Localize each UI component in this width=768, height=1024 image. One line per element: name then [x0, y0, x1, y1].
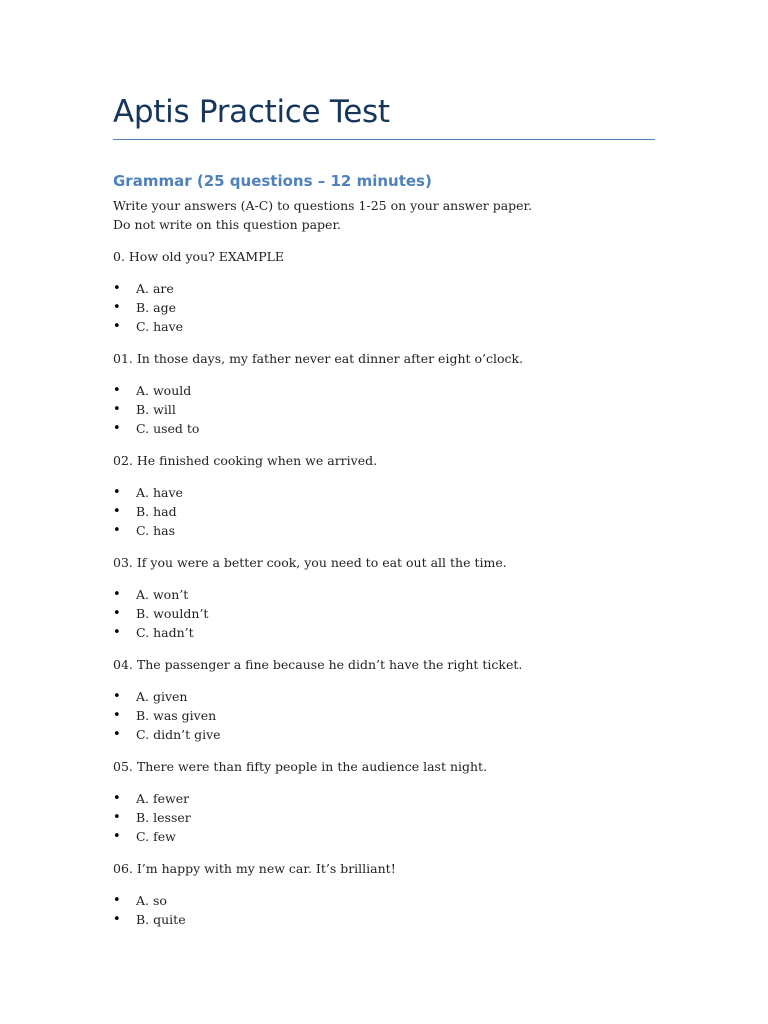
- answer-option-label: B. had: [136, 504, 177, 519]
- answer-option: [113, 725, 673, 744]
- answer-option: [113, 521, 673, 540]
- question-text: 04. The passenger a fine because he didn’t have the right ticket.: [113, 657, 523, 672]
- answer-option: [113, 604, 673, 623]
- answer-option-label: A. fewer: [136, 791, 190, 806]
- answer-option-label: A. won’t: [136, 587, 189, 602]
- question-text: 02. He finished cooking when we arrived.: [113, 453, 378, 468]
- bullet-dot-icon: •: [113, 893, 121, 908]
- answer-option-label: C. hadn’t: [136, 625, 194, 640]
- answer-option-label: B. was given: [136, 708, 217, 723]
- answer-option-label: A. have: [136, 485, 183, 500]
- answer-option: [113, 381, 673, 400]
- answer-option: [113, 502, 673, 521]
- bullet-dot-icon: •: [113, 625, 121, 640]
- question-block: [113, 859, 673, 929]
- answer-options-list: [113, 279, 673, 336]
- answer-option: [113, 483, 673, 502]
- answer-option-label: B. quite: [136, 912, 186, 927]
- bullet-dot-icon: •: [113, 912, 121, 927]
- bullet-dot-icon: •: [113, 319, 121, 334]
- answer-option: [113, 623, 673, 642]
- answer-option: [113, 827, 673, 846]
- bullet-dot-icon: •: [113, 383, 121, 398]
- instruction-line: Write your answers (A-C) to questions 1-25 on your answer paper.: [113, 198, 533, 213]
- question-block: [113, 349, 673, 438]
- answer-option-label: B. will: [136, 402, 176, 417]
- question-block: [113, 757, 673, 846]
- answer-option: [113, 585, 673, 604]
- bullet-dot-icon: •: [113, 485, 121, 500]
- question-text: 01. In those days, my father never eat dinner after eight o’clock.: [113, 351, 524, 366]
- bullet-dot-icon: •: [113, 300, 121, 315]
- answer-option: [113, 279, 673, 298]
- answer-options-list: [113, 483, 673, 540]
- bullet-dot-icon: •: [113, 504, 121, 519]
- answer-options-list: [113, 687, 673, 744]
- question-text: 05. There were than fifty people in the audience last night.: [113, 759, 488, 774]
- bullet-dot-icon: •: [113, 421, 121, 436]
- bullet-dot-icon: •: [113, 606, 121, 621]
- question-text: 03. If you were a better cook, you need to eat out all the time.: [113, 555, 507, 570]
- section-heading: Grammar (25 questions – 12 minutes): [113, 172, 432, 190]
- answer-option: [113, 317, 673, 336]
- bullet-dot-icon: •: [113, 708, 121, 723]
- instruction-line: Do not write on this question paper.: [113, 217, 342, 232]
- bullet-dot-icon: •: [113, 810, 121, 825]
- test-content: [113, 196, 673, 929]
- question-block: [113, 655, 673, 744]
- answer-options-list: [113, 381, 673, 438]
- answer-option-label: C. didn’t give: [136, 727, 221, 742]
- question-block: [113, 247, 673, 336]
- question-block: [113, 553, 673, 642]
- question-text: 06. I’m happy with my new car. It’s brilliant!: [113, 861, 396, 876]
- answer-option-label: B. age: [136, 300, 176, 315]
- answer-option-label: A. would: [136, 383, 192, 398]
- question-text: 0. How old you? EXAMPLE: [113, 249, 285, 264]
- answer-option: [113, 419, 673, 438]
- answer-option-label: A. so: [136, 893, 167, 908]
- answer-option-label: C. have: [136, 319, 184, 334]
- page-title: Aptis Practice Test: [113, 94, 390, 130]
- question-list: [113, 247, 673, 929]
- answer-option-label: B. lesser: [136, 810, 191, 825]
- answer-option: [113, 706, 673, 725]
- answer-option-label: C. few: [136, 829, 176, 844]
- question-block: [113, 451, 673, 540]
- bullet-dot-icon: •: [113, 281, 121, 296]
- answer-option: [113, 400, 673, 419]
- answer-option: [113, 298, 673, 317]
- bullet-dot-icon: •: [113, 402, 121, 417]
- bullet-dot-icon: •: [113, 727, 121, 742]
- answer-option: [113, 808, 673, 827]
- bullet-dot-icon: •: [113, 791, 121, 806]
- bullet-dot-icon: •: [113, 829, 121, 844]
- answer-options-list: [113, 891, 673, 929]
- answer-option: [113, 910, 673, 929]
- answer-options-list: [113, 789, 673, 846]
- bullet-dot-icon: •: [113, 523, 121, 538]
- answer-option-label: C. used to: [136, 421, 200, 436]
- bullet-dot-icon: •: [113, 689, 121, 704]
- bullet-dot-icon: •: [113, 587, 121, 602]
- answer-option-label: B. wouldn’t: [136, 606, 209, 621]
- answer-option-label: A. are: [136, 281, 174, 296]
- answer-option: [113, 891, 673, 910]
- answer-option-label: A. given: [136, 689, 188, 704]
- answer-option: [113, 687, 673, 706]
- answer-options-list: [113, 585, 673, 642]
- answer-option: [113, 789, 673, 808]
- answer-option-label: C. has: [136, 523, 175, 538]
- title-underline-divider: [113, 139, 655, 140]
